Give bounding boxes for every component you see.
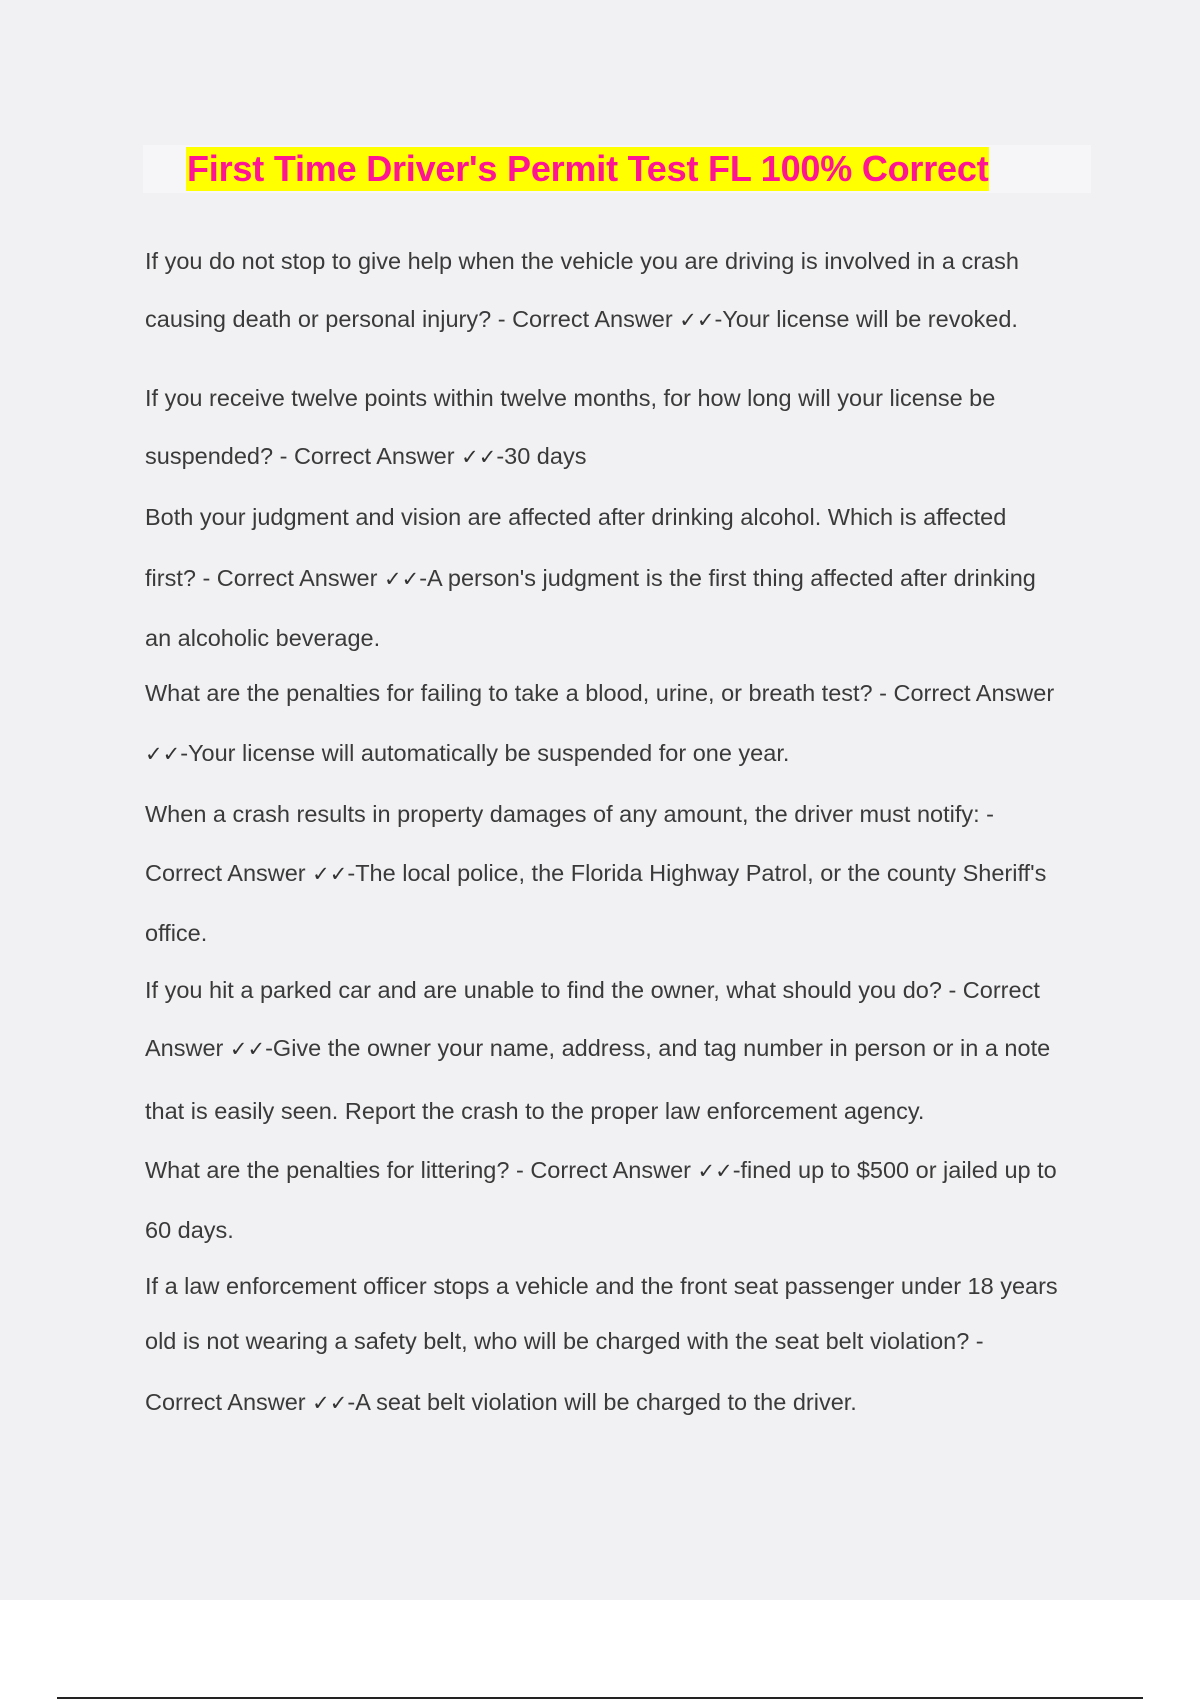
double-check-icon: ✓✓ [697,1159,733,1183]
text-line [145,678,1054,708]
text-line [145,1033,1050,1064]
double-check-icon: ✓✓ [383,567,420,591]
line-text: If you hit a parked car and are unable to find the owner, what should you do? - Correct [145,977,1040,1003]
double-check-icon: ✓✓ [145,742,181,766]
text-line [145,304,1018,335]
answer-text: -Your license will automatically be suspended for one year. [180,740,790,766]
answer-text: -A seat belt violation will be charged to the driver. [347,1389,857,1415]
line-text: What are the penalties for littering? - Correct Answer [145,1157,698,1183]
text-line [145,858,1046,889]
line-text: 60 days. [145,1217,234,1243]
line-text: suspended? - Correct Answer [145,443,462,469]
answer-text: -Your license will be revoked. [714,306,1018,332]
text-line [145,1387,857,1418]
answer-text: -30 days [496,443,587,469]
line-text: an alcoholic beverage. [145,625,381,651]
text-line [145,1155,1057,1186]
document-title: First Time Driver's Permit Test FL 100% Correct [187,148,989,189]
line-text: If you receive twelve points within twelve months, for how long will your license be [145,385,996,411]
answer-text: -Give the owner your name, address, and tag number in person or in a note [265,1035,1051,1061]
line-text: office. [145,920,208,946]
text-line [145,441,586,472]
line-text: If a law enforcement officer stops a vehicle and the front seat passenger under 18 years [145,1273,1058,1299]
line-text: Both your judgment and vision are affected after drinking alcohol. Which is affected [145,504,1007,530]
line-text: old is not wearing a safety belt, who will be charged with the seat belt violation? - [145,1328,984,1354]
text-line [145,563,1036,594]
text-line [145,738,789,769]
double-check-icon: ✓✓ [679,308,715,332]
answer-text: -The local police, the Florida Highway Patrol, or the county Sheriff's [347,860,1047,886]
answer-text: -A person's judgment is the first thing affected after drinking [419,565,1036,591]
line-text: that is easily seen. Report the crash to the proper law enforcement agency. [145,1098,925,1124]
text-line [145,1326,984,1356]
line-text: Correct Answer [145,1389,313,1415]
text-line [145,799,994,829]
text-line [145,502,1006,532]
line-text: causing death or personal injury? - Correct Answer [145,306,680,332]
footer-divider [57,1697,1143,1699]
text-line [145,975,1040,1005]
text-line [145,246,1019,276]
text-line [145,1271,1058,1301]
line-text: Correct Answer [145,860,313,886]
text-line [145,918,207,948]
text-line [145,383,995,413]
double-check-icon: ✓✓ [461,445,497,469]
line-text: If you do not stop to give help when the vehicle you are driving is involved in a crash [145,248,1019,274]
double-check-icon: ✓✓ [312,1391,348,1415]
line-text: When a crash results in property damages of any amount, the driver must notify: - [145,801,994,827]
text-line [145,623,380,653]
double-check-icon: ✓✓ [312,862,348,886]
answer-text: -fined up to $500 or jailed up to [732,1157,1057,1183]
text-line [145,1215,234,1245]
line-text: What are the penalties for failing to take a blood, urine, or breath test? - Correct Answer [145,680,1055,706]
line-text: Answer [145,1035,230,1061]
line-text: first? - Correct Answer [145,565,384,591]
double-check-icon: ✓✓ [229,1037,266,1061]
text-line [145,1096,924,1126]
